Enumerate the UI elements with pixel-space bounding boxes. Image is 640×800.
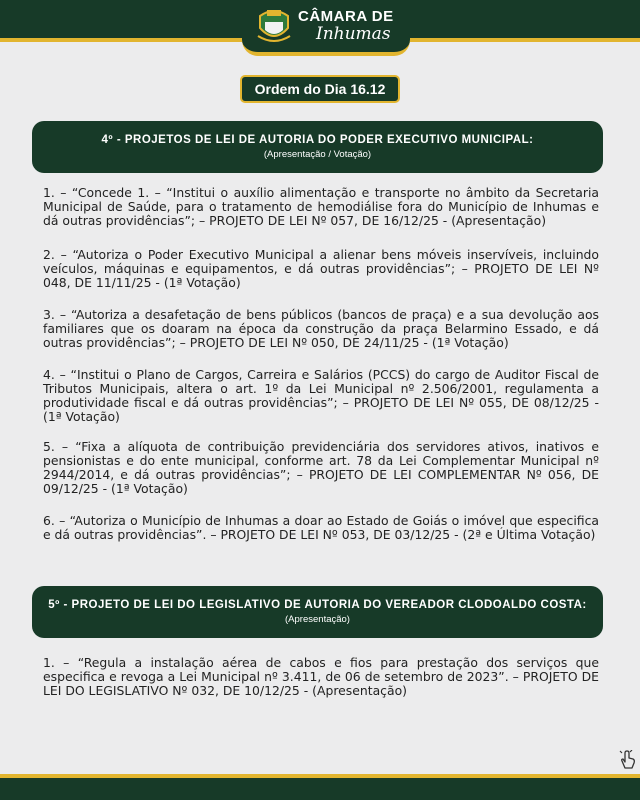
list-item: 5. – “Fixa a alíquota de contribuição previdenciária dos servidores ativos, inativos e pensionistas e do ente municipal, conforme art. 78 da Lei Complementar Municipal nº 2944/2014, e dá outras providências”; – PROJETO DE LEI COMPLEMENTAR Nº 056, DE 09/12/25 - (1ª Votação) — [43, 439, 599, 496]
logo-title: CÂMARA DE — [298, 8, 394, 25]
logo-text — [298, 8, 394, 43]
section-header-5 — [32, 586, 603, 638]
list-item: 4. – “Institui o Plano de Cargos, Carreira e Salários (PCCS) do cargo de Auditor Fiscal de Tributos Municipais, altera o art. 1º da Lei Municipal nº 2.506/2001, regulamenta a produtividade fiscal e dá outras providências”; – PROJETO DE LEI Nº 055, DE 08/12/25 - (1ª Votação) — [43, 367, 599, 424]
list-item: 2. – “Autoriza o Poder Executivo Municipal a alienar bens móveis inservíveis, incluindo veículos, máquinas e equipamentos, e dá outras providências”; – PROJETO DE LEI Nº 048, DE 11/11/25 - (1ª Votação) — [43, 247, 599, 290]
municipal-crest-icon — [256, 6, 292, 44]
section-title: 4º - PROJETOS DE LEI DE AUTORIA DO PODER EXECUTIVO MUNICIPAL: — [101, 134, 534, 146]
list-item: 3. – “Autoriza a desafetação de bens públicos (bancos de praça) e a sua devolução aos familiares que os doaram na época da construção da praça Belarmino Essado, e dá outras providências”; – PROJETO DE LEI Nº 050, DE 24/11/25 - (1ª Votação) — [43, 307, 599, 350]
section-subtitle: (Apresentação / Votação) — [263, 149, 372, 160]
list-item: 1. – “Regula a instalação aérea de cabos e fios para prestação dos serviços que especifica e revoga a Lei Municipal nº 3.411, de 06 de setembro de 2023”. – PROJETO DE LEI DO LEGISLATIVO Nº 032, DE 10/12/25 - (Apresentação) — [43, 655, 599, 698]
section-title: 5º - PROJETO DE LEI DO LEGISLATIVO DE AUTORIA DO VEREADOR CLODOALDO COSTA: — [48, 599, 587, 611]
list-item: 6. – “Autoriza o Município de Inhumas a doar ao Estado de Goiás o imóvel que especifica e dá outras providências”. – PROJETO DE LEI Nº 053, DE 03/12/25 - (2ª e Última Votação) — [43, 513, 599, 542]
section-header-4 — [32, 121, 603, 173]
list-item: 1. – “Concede 1. – “Institui o auxílio alimentação e transporte no âmbito da Secretaria Municipal de Saúde, para o tratamento de hemodiálise fora do Município de Inhumas e dá outras providências”; – PROJETO DE LEI Nº 057, DE 16/12/25 - (Apresentação) — [43, 185, 599, 228]
swipe-hand-icon — [619, 750, 637, 770]
bottom-banner — [0, 774, 640, 800]
section-subtitle: (Apresentação) — [285, 614, 350, 625]
logo-tab — [242, 0, 410, 56]
logo-city: Inhumas — [316, 24, 391, 44]
date-label: Ordem do Dia 16.12 — [240, 75, 400, 103]
